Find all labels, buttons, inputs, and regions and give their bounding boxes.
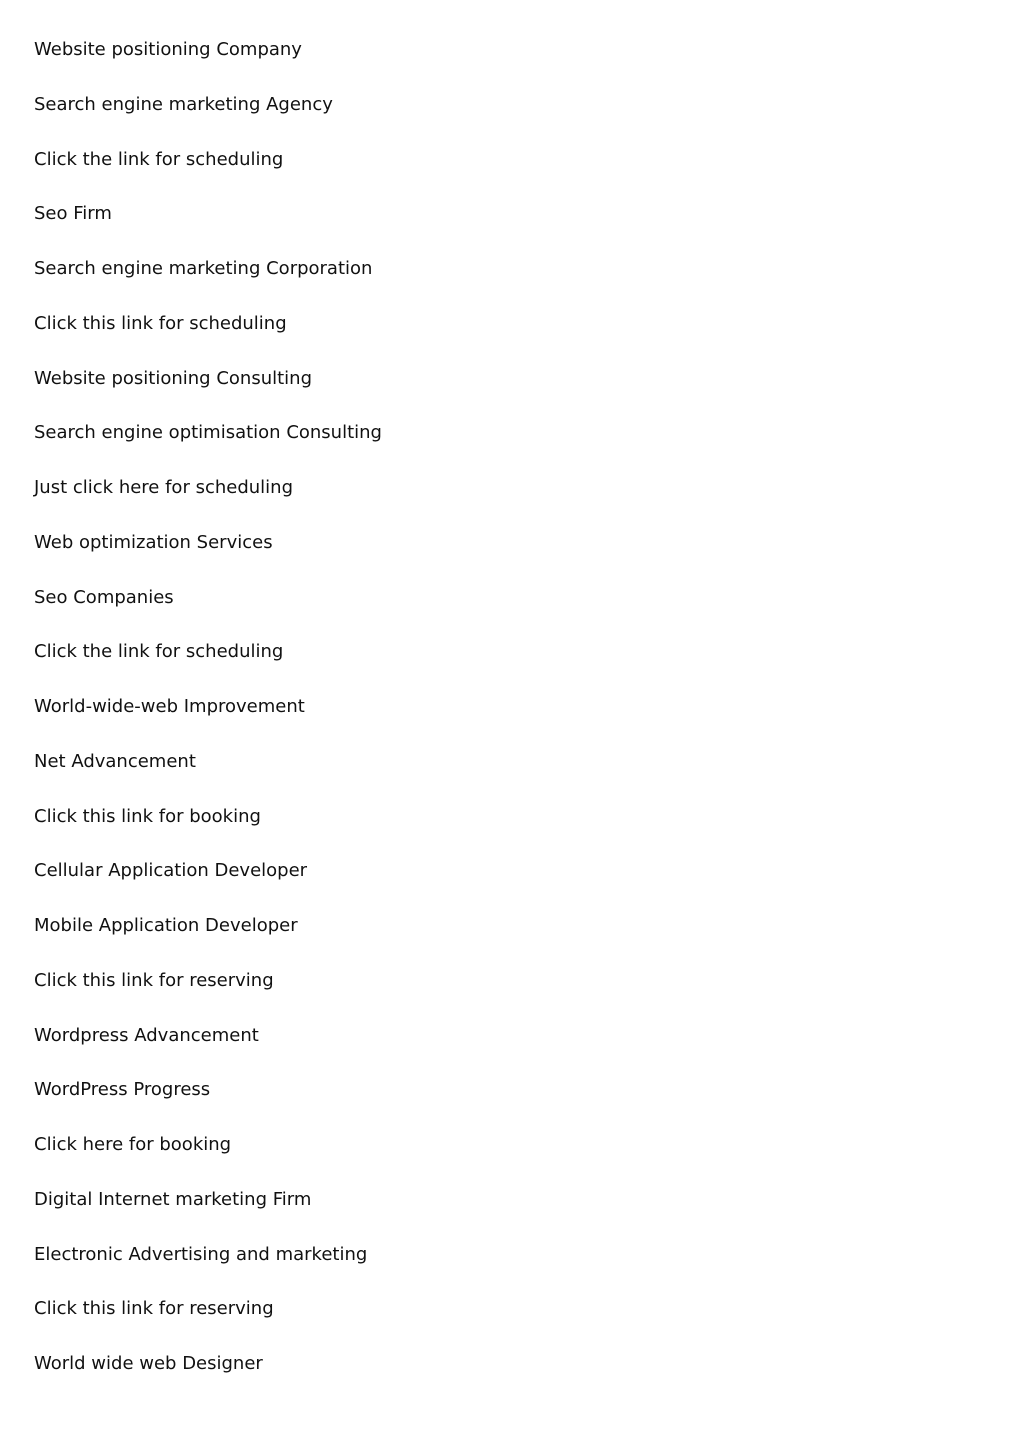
list-item <box>34 584 382 639</box>
link-electronic-advertising-and-marketing[interactable]: Electronic Advertising and marketing <box>34 1243 368 1265</box>
list-item <box>34 1131 382 1186</box>
link-click-reserving-2[interactable]: Click this link for reserving <box>34 1298 274 1320</box>
link-search-engine-marketing-corporation[interactable]: Search engine marketing Corporation <box>34 258 373 279</box>
link-list <box>34 36 382 1405</box>
list-item <box>34 200 382 255</box>
list-item <box>34 1022 382 1077</box>
link-click-scheduling-3[interactable]: Just click here for scheduling <box>34 477 293 498</box>
link-seo-firm[interactable]: Seo Firm <box>34 203 112 225</box>
link-net-advancement[interactable]: Net Advancement <box>34 750 196 772</box>
list-item <box>34 529 382 584</box>
link-cellular-application-developer[interactable]: Cellular Application Developer <box>34 860 308 882</box>
list-item <box>34 1076 382 1131</box>
link-website-positioning-company[interactable]: Website positioning Company <box>34 39 302 60</box>
list-item <box>34 310 382 365</box>
link-world-wide-web-designer[interactable]: World wide web Designer <box>34 1353 263 1374</box>
link-world-wide-web-improvement[interactable]: World-wide-web Improvement <box>34 696 305 717</box>
list-item <box>34 91 382 146</box>
list-item <box>34 419 382 474</box>
link-mobile-application-developer[interactable]: Mobile Application Developer <box>34 915 298 936</box>
list-item <box>34 857 382 912</box>
list-item <box>34 1295 382 1350</box>
link-click-booking-1[interactable]: Click this link for booking <box>34 805 261 827</box>
list-item <box>34 803 382 858</box>
list-item <box>34 255 382 310</box>
link-search-engine-optimisation-consulting[interactable]: Search engine optimisation Consulting <box>34 422 382 444</box>
link-digital-internet-marketing-firm[interactable]: Digital Internet marketing Firm <box>34 1188 312 1210</box>
link-click-scheduling-1[interactable]: Click the link for scheduling <box>34 148 284 170</box>
list-item <box>34 36 382 91</box>
link-click-booking-2[interactable]: Click here for booking <box>34 1134 232 1155</box>
link-click-scheduling-4[interactable]: Click the link for scheduling <box>34 641 284 663</box>
link-search-engine-marketing-agency[interactable]: Search engine marketing Agency <box>34 93 333 115</box>
list-item <box>34 638 382 693</box>
list-item <box>34 1186 382 1241</box>
list-item <box>34 474 382 529</box>
link-click-scheduling-2[interactable]: Click this link for scheduling <box>34 312 287 334</box>
list-item <box>34 912 382 967</box>
link-wordpress-progress[interactable]: WordPress Progress <box>34 1079 211 1101</box>
link-click-reserving-1[interactable]: Click this link for reserving <box>34 969 274 991</box>
link-wordpress-advancement[interactable]: Wordpress Advancement <box>34 1024 259 1046</box>
link-web-optimization-services[interactable]: Web optimization Services <box>34 531 273 553</box>
list-item <box>34 748 382 803</box>
list-item <box>34 1241 382 1296</box>
list-item <box>34 967 382 1022</box>
list-item <box>34 365 382 420</box>
link-seo-companies[interactable]: Seo Companies <box>34 586 174 608</box>
list-item <box>34 1350 382 1405</box>
list-item <box>34 146 382 201</box>
list-item <box>34 693 382 748</box>
link-website-positioning-consulting[interactable]: Website positioning Consulting <box>34 367 312 389</box>
